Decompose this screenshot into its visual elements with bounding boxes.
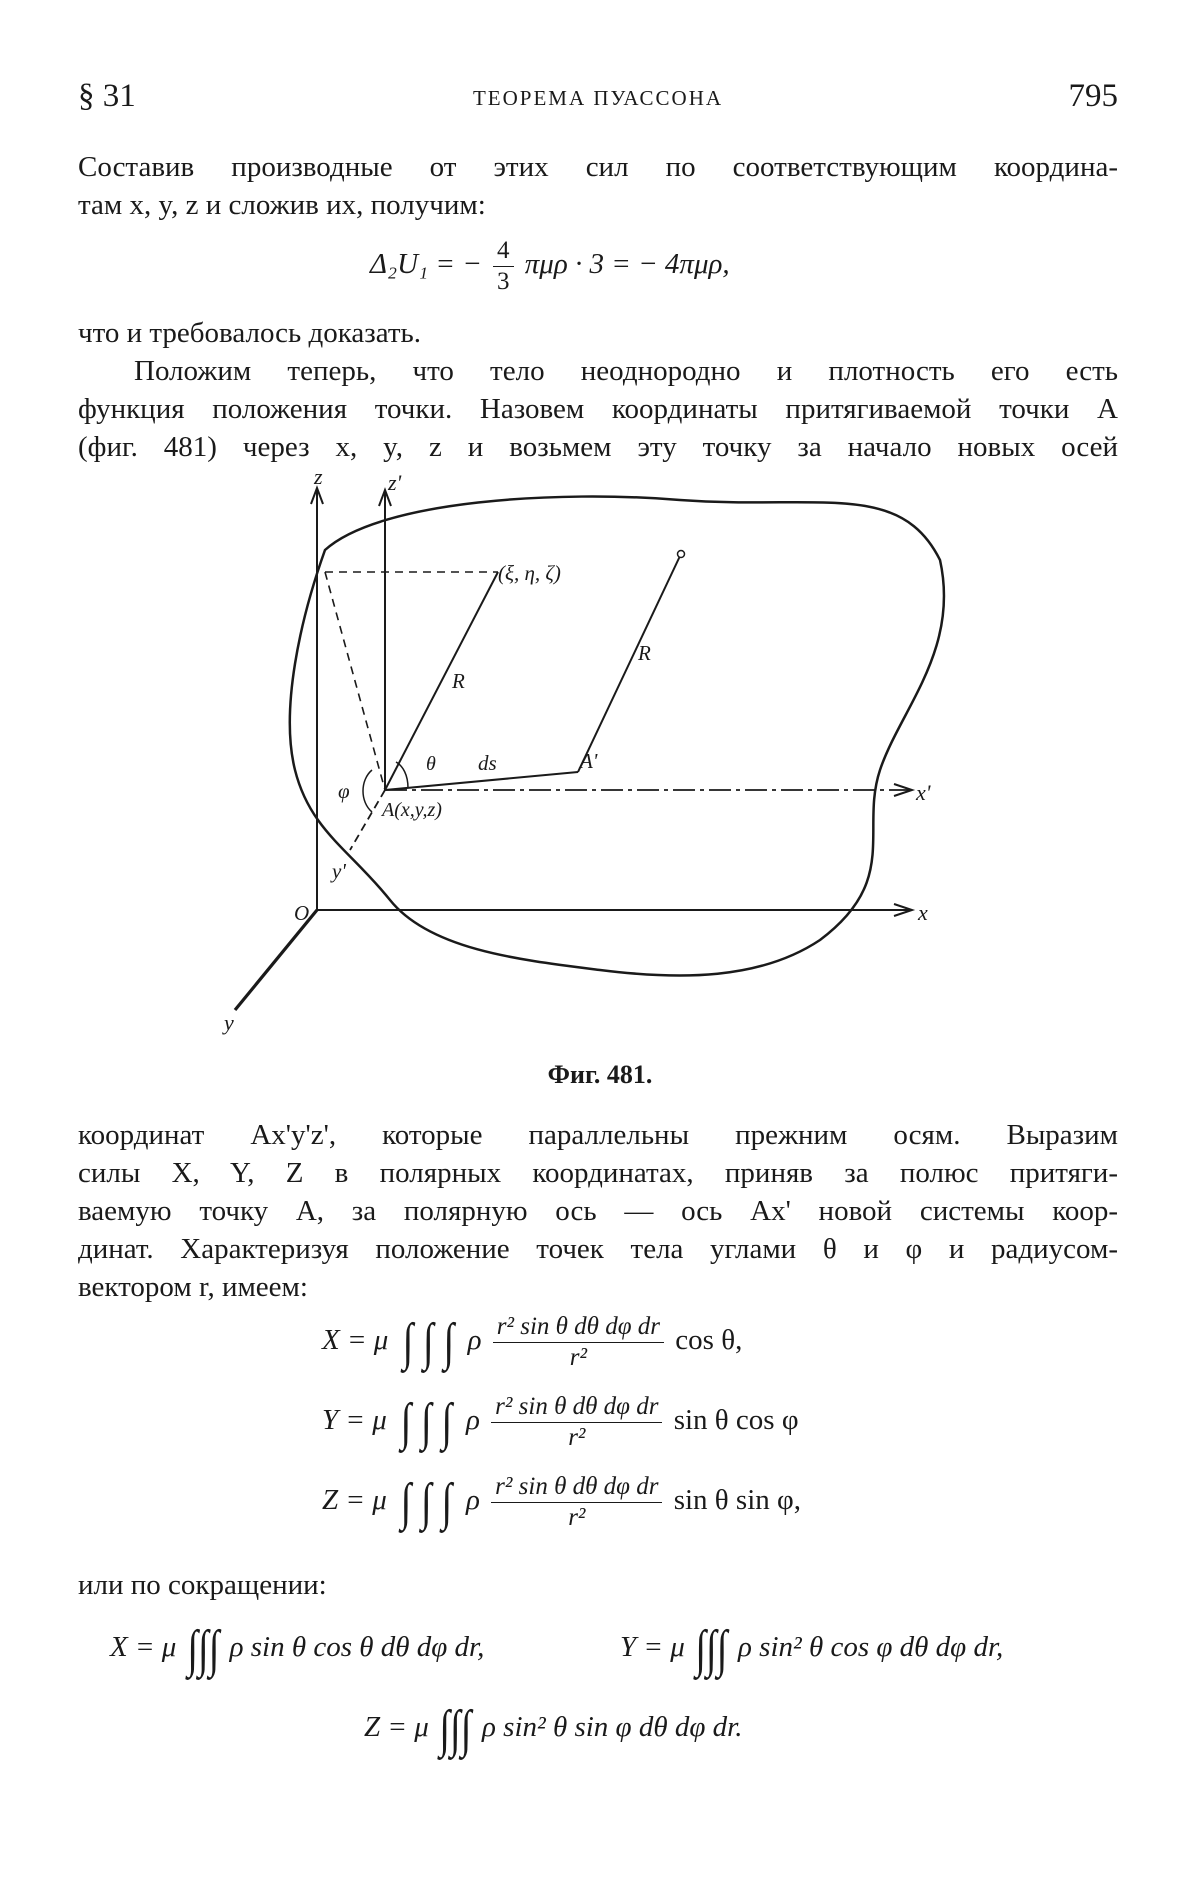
eq-fraction bbox=[493, 236, 514, 297]
label-R1: R bbox=[452, 669, 465, 693]
triple-integral-sign: ∫∫∫ bbox=[439, 1701, 472, 1758]
fraction-denominator: r² bbox=[568, 1504, 586, 1531]
paragraph-4 bbox=[78, 1116, 1118, 1306]
equation-Y-reduced bbox=[620, 1620, 1003, 1679]
fraction-denominator: r² bbox=[569, 1344, 587, 1371]
label-phi: φ bbox=[338, 779, 350, 803]
projection-slant bbox=[325, 572, 385, 790]
paragraph-1 bbox=[78, 148, 1118, 224]
paragraph-line: Положим теперь, что тело неоднородно и плотность его есть bbox=[134, 355, 1118, 387]
paragraph-line: вектором r, имеем: bbox=[78, 1271, 308, 1303]
eq-lhs: Y = μ bbox=[620, 1631, 685, 1664]
eq-rho: ρ bbox=[467, 1324, 482, 1357]
section-number: § 31 bbox=[78, 78, 136, 114]
figure-diagram bbox=[224, 464, 960, 1060]
page-header bbox=[78, 78, 1118, 118]
paragraph-line: Составив производные от этих сил по соответствующим координа- bbox=[78, 151, 1118, 183]
label-A-prime: A' bbox=[580, 749, 598, 773]
equation-Z-polar bbox=[322, 1472, 801, 1533]
paragraph-line: силы X, Y, Z в полярных координатах, приняв за полюс притяги- bbox=[78, 1157, 1118, 1189]
fraction-numerator: 4 bbox=[493, 236, 514, 267]
end-point-marker bbox=[678, 551, 685, 558]
equation-X-reduced bbox=[110, 1620, 484, 1679]
label-point-xi: (ξ, η, ζ) bbox=[498, 561, 561, 585]
eq-lhs: Y = μ bbox=[322, 1404, 387, 1437]
fraction-numerator: r² sin θ dθ dφ dr bbox=[491, 1472, 662, 1503]
label-x: x bbox=[918, 900, 928, 925]
label-z: z bbox=[314, 464, 323, 489]
eq-tail: sin θ sin φ, bbox=[673, 1484, 802, 1517]
eq-fraction bbox=[491, 1392, 662, 1453]
eq-rhs: πμρ · 3 = − 4πμρ, bbox=[524, 248, 730, 281]
label-z-prime: z' bbox=[388, 470, 402, 495]
paragraph-line: динат. Характеризуя положение точек тела углами θ и φ и радиусом- bbox=[78, 1233, 1118, 1265]
eq-lhs: X = μ bbox=[322, 1324, 389, 1357]
equation-Y-polar bbox=[322, 1392, 799, 1453]
running-title: ТЕОРЕМА ПУАССОНА bbox=[472, 86, 724, 110]
eq-tail: sin θ cos φ bbox=[673, 1404, 799, 1437]
paragraph-line: там x, y, z и сложив их, получим: bbox=[78, 189, 486, 221]
axis-y bbox=[235, 910, 317, 1010]
label-ds: ds bbox=[478, 751, 497, 775]
eq-lhs: Z = μ bbox=[322, 1484, 387, 1517]
paragraph-line: (фиг. 481) через x, y, z и возьмем эту точку за начало новых осей bbox=[78, 431, 1118, 463]
paragraph-line: функция положения точки. Назовем координаты притягиваемой точки A bbox=[78, 393, 1118, 425]
eq-body: ρ sin² θ cos φ dθ dφ dr, bbox=[738, 1631, 1004, 1664]
triple-integral-sign: ∫ ∫ ∫ bbox=[402, 1314, 454, 1371]
paragraph-2 bbox=[78, 314, 1118, 352]
page-number: 795 bbox=[1068, 78, 1118, 114]
triple-integral-sign: ∫ ∫ ∫ bbox=[400, 1394, 453, 1451]
paragraph-line: что и требовалось доказать. bbox=[78, 317, 422, 349]
label-O: O bbox=[294, 901, 310, 925]
eq-body: ρ sin² θ sin φ dθ dφ dr. bbox=[482, 1711, 743, 1744]
arc-phi bbox=[363, 770, 372, 812]
paragraph-3 bbox=[78, 352, 1118, 466]
eq-fraction bbox=[493, 1312, 664, 1373]
label-theta: θ bbox=[426, 753, 436, 775]
paragraph-line: ваемую точку A, за полярную ось — ось Ax' новой системы коор- bbox=[78, 1195, 1118, 1227]
eq-fraction bbox=[491, 1472, 662, 1533]
fraction-numerator: r² sin θ dθ dφ dr bbox=[491, 1392, 662, 1423]
paragraph-line: или по сокращении: bbox=[78, 1569, 327, 1601]
label-y: y bbox=[224, 1010, 234, 1035]
axis-y-prime bbox=[350, 790, 385, 850]
eq-rho: ρ bbox=[466, 1484, 480, 1517]
fraction-denominator: r² bbox=[568, 1424, 586, 1451]
label-A: A(x,y,z) bbox=[382, 799, 442, 821]
body-outline bbox=[290, 497, 944, 976]
fraction-numerator: r² sin θ dθ dφ dr bbox=[493, 1312, 664, 1343]
eq-tail: cos θ, bbox=[675, 1324, 743, 1357]
triple-integral-sign: ∫∫∫ bbox=[186, 1621, 219, 1678]
eq-lhs: X = μ bbox=[110, 1631, 177, 1664]
label-x-prime: x' bbox=[916, 780, 931, 805]
figure-caption: Фиг. 481. bbox=[547, 1060, 653, 1089]
label-R2: R bbox=[638, 641, 651, 665]
equation-laplacian bbox=[370, 236, 730, 297]
eq-body: ρ sin θ cos θ dθ dφ dr, bbox=[229, 1631, 485, 1664]
triple-integral-sign: ∫ ∫ ∫ bbox=[400, 1474, 453, 1531]
eq-lhs: Z = μ bbox=[364, 1711, 429, 1744]
radius-R2 bbox=[578, 556, 680, 772]
equation-X-polar bbox=[322, 1312, 742, 1373]
equation-Z-reduced bbox=[364, 1700, 742, 1759]
triple-integral-sign: ∫∫∫ bbox=[695, 1621, 728, 1678]
figure-481 bbox=[224, 464, 960, 1060]
paragraph-5 bbox=[78, 1566, 1118, 1604]
eq-lhs: Δ₂U₁ = − bbox=[370, 248, 482, 281]
eq-rho: ρ bbox=[466, 1404, 480, 1437]
label-y-prime: y' bbox=[332, 859, 346, 883]
paragraph-line: координат Ax'y'z', которые параллельны прежним осям. Выразим bbox=[78, 1119, 1118, 1151]
fraction-denominator: 3 bbox=[497, 268, 510, 295]
